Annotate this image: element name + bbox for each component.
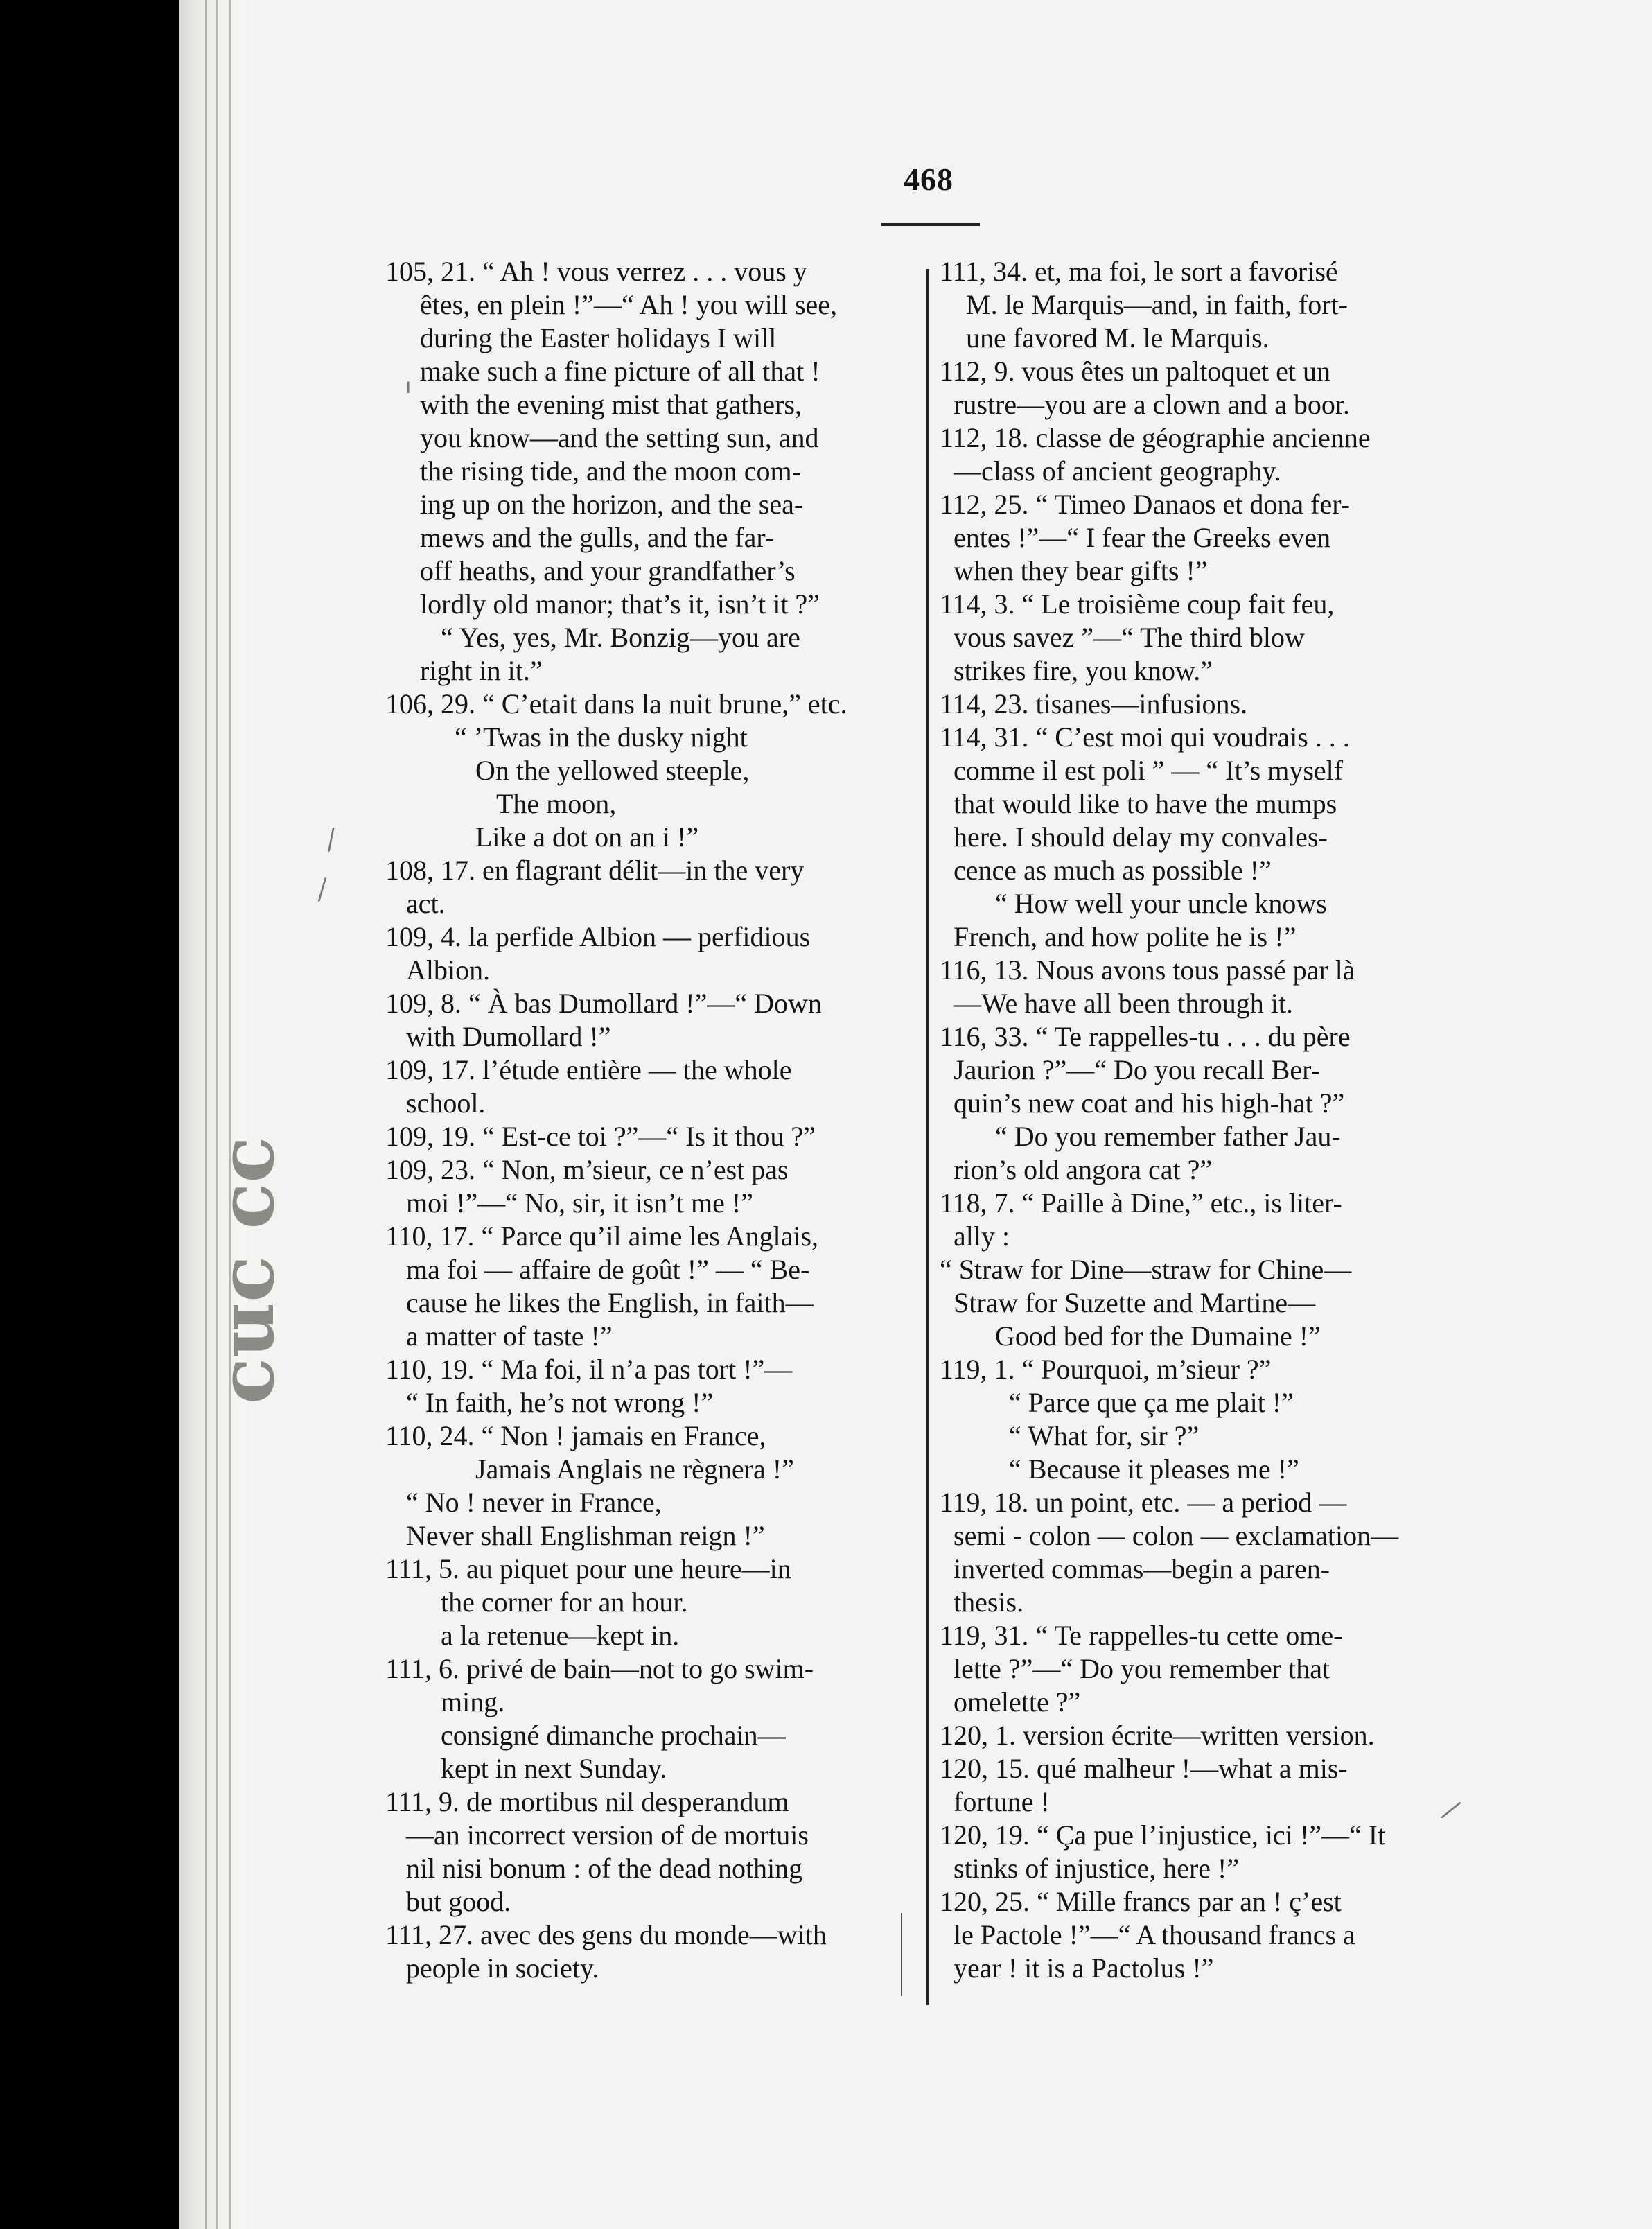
text-line: the corner for an hour. [441, 1586, 688, 1618]
text-line: 111, 34. et, ma foi, le sort a favorisé [940, 256, 1338, 287]
text-line: nil nisi bonum : of the dead nothing [406, 1853, 803, 1884]
text-line: une favored M. le Marquis. [966, 322, 1269, 353]
text-line: 112, 9. vous êtes un paltoquet et un [940, 356, 1330, 387]
text-line: 109, 8. “ À bas Dumollard !”—“ Down [385, 988, 822, 1019]
text-line: 110, 19. “ Ma foi, il n’a pas tort !”— [385, 1354, 793, 1385]
text-line: fortune ! [954, 1786, 1050, 1817]
text-line: 111, 9. de mortibus nil desperandum [385, 1786, 789, 1817]
text-line: here. I should delay my convales- [954, 821, 1328, 853]
text-line: 110, 17. “ Parce qu’il aime les Anglais, [385, 1221, 819, 1252]
text-line: 120, 25. “ Mille francs par an ! ç’est [940, 1886, 1342, 1917]
text-line: semi - colon — colon — exclamation— [954, 1520, 1399, 1551]
text-line: 110, 24. “ Non ! jamais en France, [385, 1420, 766, 1451]
text-line: 114, 31. “ C’est moi qui voudrais . . . [940, 722, 1350, 753]
text-line: 114, 23. tisanes—infusions. [940, 688, 1248, 719]
text-line: êtes, en plein !”—“ Ah ! you will see, [420, 289, 838, 320]
text-line: ally : [954, 1221, 1010, 1252]
text-line: year ! it is a Pactolus !” [954, 1952, 1214, 1984]
header-rule [881, 223, 980, 226]
text-line: 119, 18. un point, etc. — a period — [940, 1487, 1347, 1518]
text-line: quin’s new coat and his high-hat ?” [954, 1087, 1345, 1119]
side-lettering [35, 1137, 298, 1234]
text-line: 120, 19. “ Ça pue l’injustice, ici !”—“ It [940, 1819, 1386, 1851]
text-line: 116, 33. “ Te rappelles-tu . . . du père [940, 1021, 1351, 1052]
book-binding-edge [179, 0, 247, 2229]
text-line: “ No ! never in France, [406, 1487, 662, 1518]
text-line: 109, 23. “ Non, m’sieur, ce n’est pas [385, 1154, 789, 1185]
text-line: 120, 15. qué malheur !—what a mis- [940, 1753, 1348, 1784]
text-line: the rising tide, and the moon com- [420, 455, 801, 487]
left-column [385, 255, 847, 1985]
text-line: Jamais Anglais ne règnera !” [475, 1453, 794, 1485]
text-line: “ ’Twas in the dusky night [455, 722, 748, 753]
text-line: off heaths, and your grandfather’s [420, 555, 796, 586]
column-divider-stub [901, 1913, 902, 1996]
text-line: —We have all been through it. [954, 988, 1293, 1019]
text-line: moi !”—“ No, sir, it isn’t me !” [406, 1187, 753, 1218]
text-line: 112, 18. classe de géographie ancienne [940, 422, 1371, 453]
text-line: 118, 7. “ Paille à Dine,” etc., is liter- [940, 1187, 1342, 1218]
text-line: “ Parce que ça me plait !” [1009, 1387, 1294, 1418]
text-line: people in society. [406, 1952, 599, 1984]
text-line: Straw for Suzette and Martine— [954, 1287, 1316, 1318]
text-line: mews and the gulls, and the far- [420, 522, 775, 553]
text-line: 109, 4. la perfide Albion — perfidious [385, 921, 811, 952]
text-line: Never shall Englishman reign !” [406, 1520, 765, 1551]
text-line: omelette ?” [954, 1686, 1081, 1717]
text-line: 111, 5. au piquet pour une heure—in [385, 1553, 791, 1584]
text-line: that would like to have the mumps [954, 788, 1337, 819]
text-line: school. [406, 1087, 486, 1119]
text-line: stinks of injustice, here !” [954, 1853, 1240, 1884]
text-line: cence as much as possible !” [954, 855, 1272, 886]
text-line: Jaurion ?”—“ Do you recall Ber- [954, 1054, 1320, 1085]
text-line: with the evening mist that gathers, [420, 389, 802, 420]
text-line: 109, 17. l’étude entière — the whole [385, 1054, 792, 1085]
text-line: 112, 25. “ Timeo Danaos et dona fer- [940, 489, 1351, 520]
margin-tick-mark: ı [405, 374, 412, 399]
text-line: ma foi — affaire de goût !” — “ Be- [406, 1254, 810, 1285]
text-line: cause he likes the English, in faith— [406, 1287, 814, 1318]
text-line: “ Because it pleases me !” [1009, 1453, 1299, 1485]
text-line: entes !”—“ I fear the Greeks even [954, 522, 1331, 553]
page-edge-line [229, 0, 231, 2229]
margin-tick-mark: ⁄ [316, 874, 329, 907]
text-line: Good bed for the Dumaine !” [995, 1320, 1321, 1352]
text-line: 106, 29. “ C’etait dans la nuit brune,” etc. [385, 688, 847, 719]
text-line: “ Yes, yes, Mr. Bonzig—you are [441, 622, 800, 653]
text-line: Albion. [406, 954, 491, 986]
margin-tick-mark: ⁄ [1443, 1795, 1459, 1827]
text-line: “ In faith, he’s not wrong !” [406, 1387, 714, 1418]
text-line: lette ?”—“ Do you remember that [954, 1653, 1330, 1684]
text-line: comme il est poli ” — “ It’s myself [954, 755, 1344, 786]
text-line: The moon, [496, 788, 617, 819]
text-line: rustre—you are a clown and a boor. [954, 389, 1351, 420]
text-line: 109, 19. “ Est-ce toi ?”—“ Is it thou ?” [385, 1121, 816, 1152]
page-number: 468 [904, 161, 954, 197]
text-line: 108, 17. en flagrant délit—in the very [385, 855, 805, 886]
text-line: consigné dimanche prochain— [441, 1720, 786, 1751]
text-line: you know—and the setting sun, and [420, 422, 819, 453]
text-line: 119, 31. “ Te rappelles-tu cette ome- [940, 1620, 1343, 1651]
text-line: ming. [441, 1686, 505, 1717]
text-line: when they bear gifts !” [954, 555, 1208, 586]
column-divider [926, 269, 929, 2005]
text-line: “ Straw for Dine—straw for Chine— [940, 1254, 1352, 1285]
text-line: French, and how polite he is !” [954, 921, 1297, 952]
text-line: 114, 3. “ Le troisième coup fait feu, [940, 588, 1335, 620]
text-line: a matter of taste !” [406, 1320, 613, 1352]
text-line: make such a fine picture of all that ! [420, 356, 820, 387]
text-line: rion’s old angora cat ?” [954, 1154, 1213, 1185]
text-line: “ What for, sir ?” [1009, 1420, 1200, 1451]
text-line: 120, 1. version écrite—written version. [940, 1720, 1375, 1751]
text-line: strikes fire, you know.” [954, 655, 1213, 686]
text-line: with Dumollard !” [406, 1021, 611, 1052]
text-line: right in it.” [420, 655, 543, 686]
text-line: thesis. [954, 1586, 1024, 1618]
page-edge-line [216, 0, 218, 2229]
text-line: act. [406, 888, 446, 919]
text-line: but good. [406, 1886, 511, 1917]
text-line: 116, 13. Nous avons tous passé par là [940, 954, 1355, 986]
text-line: ing up on the horizon, and the sea- [420, 489, 804, 520]
text-line: 111, 6. privé de bain—not to go swim- [385, 1653, 814, 1684]
text-line: during the Easter holidays I will [420, 322, 777, 353]
text-line: —an incorrect version of de mortuis [406, 1819, 809, 1851]
page-edge-line [205, 0, 207, 2229]
text-line: —class of ancient geography. [954, 455, 1281, 487]
text-line: kept in next Sunday. [441, 1753, 667, 1784]
text-line: a la retenue—kept in. [441, 1620, 680, 1651]
text-line: “ Do you remember father Jau- [995, 1121, 1341, 1152]
text-line: 111, 27. avec des gens du monde—with [385, 1919, 827, 1950]
text-line: 119, 1. “ Pourquoi, m’sieur ?” [940, 1354, 1272, 1385]
text-line: inverted commas—begin a paren- [954, 1553, 1330, 1584]
text-line: vous savez ”—“ The third blow [954, 622, 1305, 653]
text-line: M. le Marquis—and, in faith, fort- [966, 289, 1348, 320]
text-line: On the yellowed steeple, [475, 755, 750, 786]
text-line: “ How well your uncle knows [995, 888, 1327, 919]
text-line: lordly old manor; that’s it, isn’t it ?” [420, 588, 820, 620]
right-column [940, 255, 1398, 1985]
text-line: le Pactole !”—“ A thousand francs a [954, 1919, 1355, 1950]
text-line: 105, 21. “ Ah ! vous verrez . . . vous y [385, 256, 807, 287]
text-line: Like a dot on an i !” [475, 821, 699, 853]
margin-tick-mark: ⁄ [324, 825, 340, 857]
